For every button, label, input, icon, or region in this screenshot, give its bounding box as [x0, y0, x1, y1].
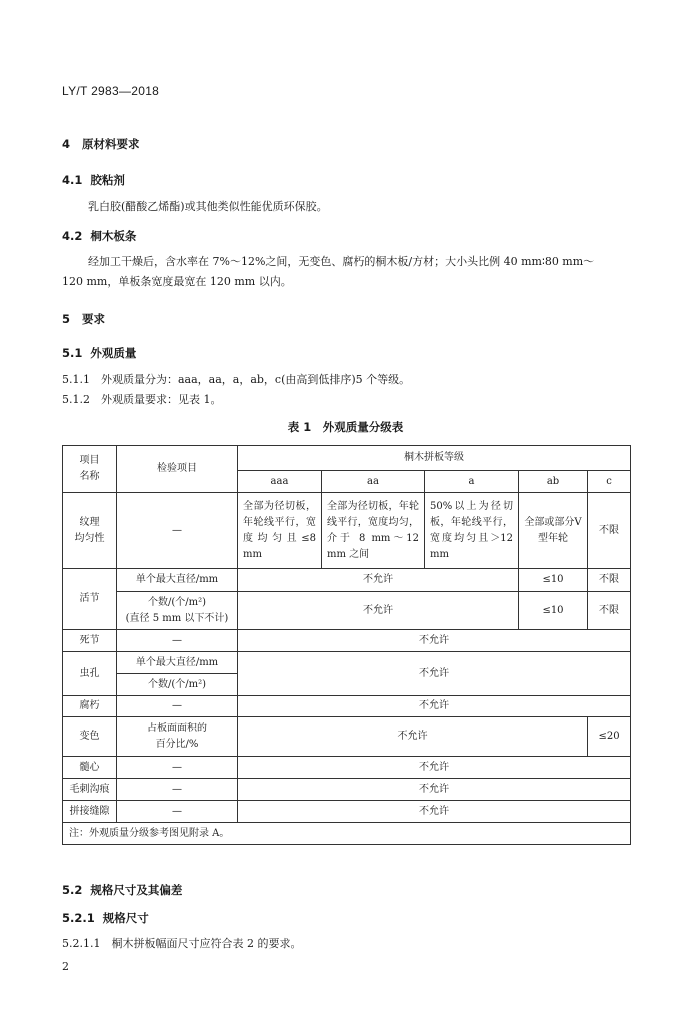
- grain-aaa-cell: 全部为径切板，年轮线平行，宽度均匀且≤8 mm: [238, 493, 322, 569]
- section-4-2-body-line1: 经加工干燥后，含水率在 7%～12%之间，无变色、腐朽的桐木板/方材；大小头比例 40 mm∶80 mm～: [88, 255, 595, 268]
- grade-a: a: [425, 471, 519, 493]
- section-5-heading: 5 要求: [62, 312, 106, 326]
- section-5-1-heading: 5.1 外观质量: [62, 346, 137, 360]
- seam-not-allowed: 不允许: [238, 801, 631, 823]
- row-seam-check: —: [117, 801, 238, 823]
- row-discolor-name: 变色: [63, 717, 117, 757]
- appearance-grading-table: [62, 445, 631, 845]
- row-dead-knot-check: —: [117, 630, 238, 652]
- row-dead-knot-name: 死节: [63, 630, 117, 652]
- live-knot-diameter-ab: ≤10: [519, 569, 588, 592]
- row-grain-name: 纹理 均匀性: [63, 493, 117, 569]
- discolor-c: ≤20: [588, 717, 631, 757]
- live-knot-count-not-allowed: 不允许: [238, 592, 519, 630]
- section-4-2-heading: 4.2 桐木板条: [62, 229, 137, 243]
- live-knot-count-item: 个数/(个/m²) (直径 5 mm 以下不计): [117, 592, 238, 630]
- live-knot-diameter-not-allowed: 不允许: [238, 569, 519, 592]
- table-note: 注：外观质量分级参考图见附录 A。: [63, 823, 631, 845]
- section-4-1-body: 乳白胶(醋酸乙烯酯)或其他类似性能优质环保胶。: [88, 200, 328, 213]
- pith-not-allowed: 不允许: [238, 757, 631, 779]
- grade-c: c: [588, 471, 631, 493]
- row-grain-check: —: [117, 493, 238, 569]
- row-pith-name: 髓心: [63, 757, 117, 779]
- live-knot-count-c: 不限: [588, 592, 631, 630]
- wormhole-diameter-item: 单个最大直径/mm: [117, 652, 238, 674]
- header-grade-group: 桐木拼板等级: [238, 446, 631, 471]
- grain-a-cell: 50%以上为径切板，年轮线平行，宽度均匀且＞12 mm: [425, 493, 519, 569]
- grain-c-cell: 不限: [588, 493, 631, 569]
- wormhole-not-allowed: 不允许: [238, 652, 631, 696]
- table-caption: 表 1 外观质量分级表: [287, 420, 404, 434]
- row-decay-check: —: [117, 696, 238, 717]
- row-decay-name: 腐朽: [63, 696, 117, 717]
- live-knot-diameter-c: 不限: [588, 569, 631, 592]
- live-knot-count-ab: ≤10: [519, 592, 588, 630]
- row-pith-check: —: [117, 757, 238, 779]
- grade-aaa: aaa: [238, 471, 322, 493]
- page-number: 2: [62, 960, 69, 973]
- section-4-1-heading: 4.1 胶粘剂: [62, 173, 125, 187]
- section-5-2-heading: 5.2 规格尺寸及其偏差: [62, 883, 183, 897]
- discolor-not-allowed: 不允许: [238, 717, 588, 757]
- live-knot-diameter-item: 单个最大直径/mm: [117, 569, 238, 592]
- decay-not-allowed: 不允许: [238, 696, 631, 717]
- grade-ab: ab: [519, 471, 588, 493]
- grain-ab-cell: 全部或部分V型年轮: [519, 493, 588, 569]
- row-live-knot-name: 活节: [63, 569, 117, 630]
- header-item-name: 项目 名称: [63, 446, 117, 493]
- row-burr-check: —: [117, 779, 238, 801]
- clause-5-1-1: 5.1.1 外观质量分为：aaa，aa，a，ab，c(由高到低排序)5 个等级。: [62, 373, 411, 386]
- grain-aa-cell: 全部为径切板，年轮线平行，宽度均匀，介于 8 mm～12 mm 之间: [322, 493, 425, 569]
- burr-not-allowed: 不允许: [238, 779, 631, 801]
- section-4-heading: 4 原材料要求: [62, 137, 140, 151]
- clause-5-2-1-1: 5.2.1.1 桐木拼板幅面尺寸应符合表 2 的要求。: [62, 937, 302, 950]
- header-check-item: 检验项目: [117, 446, 238, 493]
- wormhole-count-item: 个数/(个/m²): [117, 674, 238, 696]
- grade-aa: aa: [322, 471, 425, 493]
- section-4-2-body-line2: 120 mm，单板条宽度最宽在 120 mm 以内。: [62, 275, 292, 288]
- row-seam-name: 拼接缝隙: [63, 801, 117, 823]
- row-wormhole-name: 虫孔: [63, 652, 117, 696]
- section-5-2-1-heading: 5.2.1 规格尺寸: [62, 911, 149, 925]
- standard-number: LY/T 2983—2018: [62, 84, 160, 98]
- dead-knot-not-allowed: 不允许: [238, 630, 631, 652]
- row-burr-name: 毛刺沟痕: [63, 779, 117, 801]
- clause-5-1-2: 5.1.2 外观质量要求：见表 1。: [62, 393, 222, 406]
- discolor-item: 占板面面积的 百分比/%: [117, 717, 238, 757]
